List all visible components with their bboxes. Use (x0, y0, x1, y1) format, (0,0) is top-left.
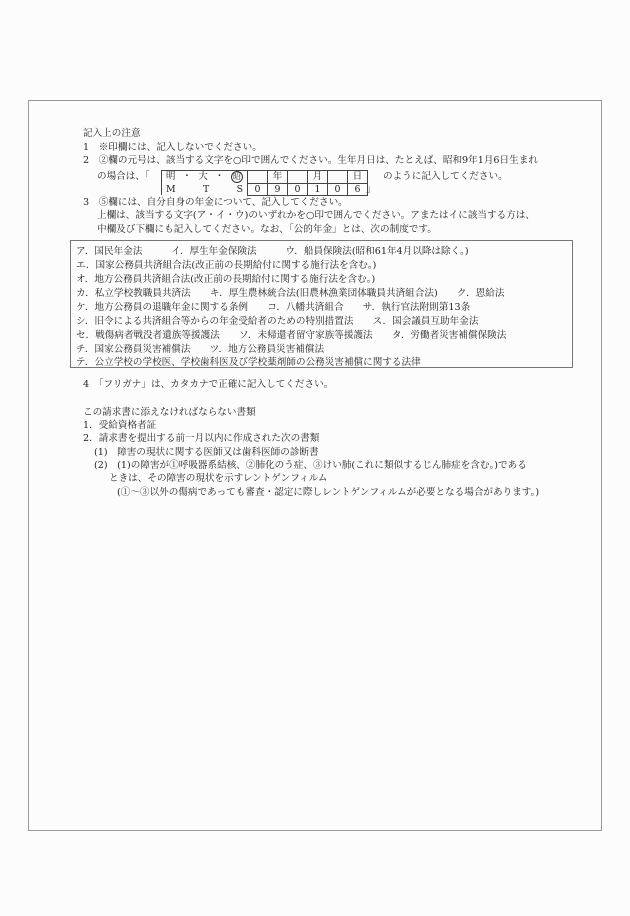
note-3-line3: 中欄及び下欄にも記入してください。なお、「公的年金」とは、次の制度です。 (97, 224, 437, 235)
note-2-suffix: のように記入してください。 (383, 171, 508, 182)
digit: 6 (348, 183, 368, 195)
era-t: T (202, 183, 210, 195)
pension-system-item: エ．国家公務員共済組合法(改正前の長期給付に関する施行法を含む。) (76, 260, 377, 271)
unit-cell (288, 171, 308, 184)
era-kanji-cell (162, 171, 248, 184)
pension-systems-box (70, 240, 573, 368)
pension-system-item: ケ．地方公務員の退職年金に関する条例 コ．八幡共済組合 サ．執行官法附則第13条 (76, 302, 471, 313)
note-2: 2 ②欄の元号は、該当する文字を○印で囲んでください。生年月日は、たとえば、昭和9年1月6日生まれ (83, 155, 538, 166)
unit-cell (328, 171, 348, 184)
note-4: 4 「フリガナ」は、カタカナで正確に記入してください。 (83, 379, 334, 390)
attachment-2: 2．請求書を提出する前一月以内に作成された次の書類 (83, 433, 320, 444)
digit: 9 (268, 183, 288, 195)
attachment-2-1: (1) 障害の現状に関する医師又は歯科医師の診断書 (94, 447, 319, 458)
digit: 0 (248, 183, 268, 195)
attachment-2-2-note: (①〜③以外の傷病であっても審査・認定に際しレントゲンフィルムが必要となる場合があります。) (117, 487, 540, 498)
unit-month: 月 (308, 171, 328, 184)
separator: ・ (214, 171, 225, 182)
era-s: S (236, 183, 243, 195)
separator: ・ (182, 171, 192, 182)
pension-system-item: カ．私立学校教職員共済法 キ．厚生農林統合法(旧農林漁業団体職員共済組合法) ク．恩給法 (76, 288, 505, 299)
pension-system-item: シ．旧令による共済組合等からの年金受給者のための特別措置法 ス．国会議員互助年金法 (76, 316, 479, 327)
pension-system-item: チ．国家公務員災害補償法 ツ．地方公務員災害補償法 (76, 344, 325, 355)
pension-system-item: オ．地方公務員共済組合法(改正前の長期給付に関する施行法を含む。) (76, 274, 376, 285)
attachment-1: 1．受給資格者証 (83, 420, 157, 431)
attachments-heading: この請求書に添えなければならない書類 (83, 407, 256, 418)
date-example-table (161, 170, 368, 196)
digit: 1 (308, 183, 328, 195)
digit: 0 (328, 183, 348, 195)
era-taisho: 大 (198, 171, 208, 182)
digit: 0 (288, 183, 308, 195)
note-3-line2: 上欄は、該当する文字(ア・イ・ウ)のいずれかを○印で囲んでください。アまたはイに該当する方は、 (97, 210, 535, 221)
note-1: 1 ※印欄には、記入しないでください。 (83, 142, 262, 153)
unit-cell (248, 171, 268, 184)
note-3: 3 ⑤欄には、自分自身の年金について、記入してください。 (83, 197, 348, 208)
notes-heading: 記入上の注意 (83, 128, 141, 139)
attachment-2-2: (2) (1)の障害が①呼吸器系結核、②肺化のう症、③けい肺(これに類似するじん肺症を含む。)である (94, 460, 527, 471)
unit-day: 日 (348, 171, 368, 184)
era-latin-cell (162, 183, 248, 195)
era-meiji: 明 (166, 171, 176, 182)
note-2-close: 」 (366, 184, 376, 195)
pension-system-item: セ．戦傷病者戦没者遺族等援護法 ソ．未帰還者留守家族等援護法 タ．労働者災害補償保険法 (76, 330, 507, 341)
pension-system-item: テ．公立学校の学校医、学校歯科医及び学校薬剤師の公務災害補償に関する法律 (76, 357, 421, 368)
pension-system-item: ア．国民年金法 イ．厚生年金保険法 ウ．船員保険法(昭和61年4月以降は除く。) (76, 246, 469, 257)
era-m: M (166, 183, 176, 195)
era-showa-circled: 昭 (233, 172, 241, 181)
attachment-2-2-line2: ときは、その障害の現状を示すレントゲンフィルム (109, 473, 328, 484)
note-2-prefix: の場合は、「 (97, 171, 150, 182)
unit-year: 年 (268, 171, 288, 184)
